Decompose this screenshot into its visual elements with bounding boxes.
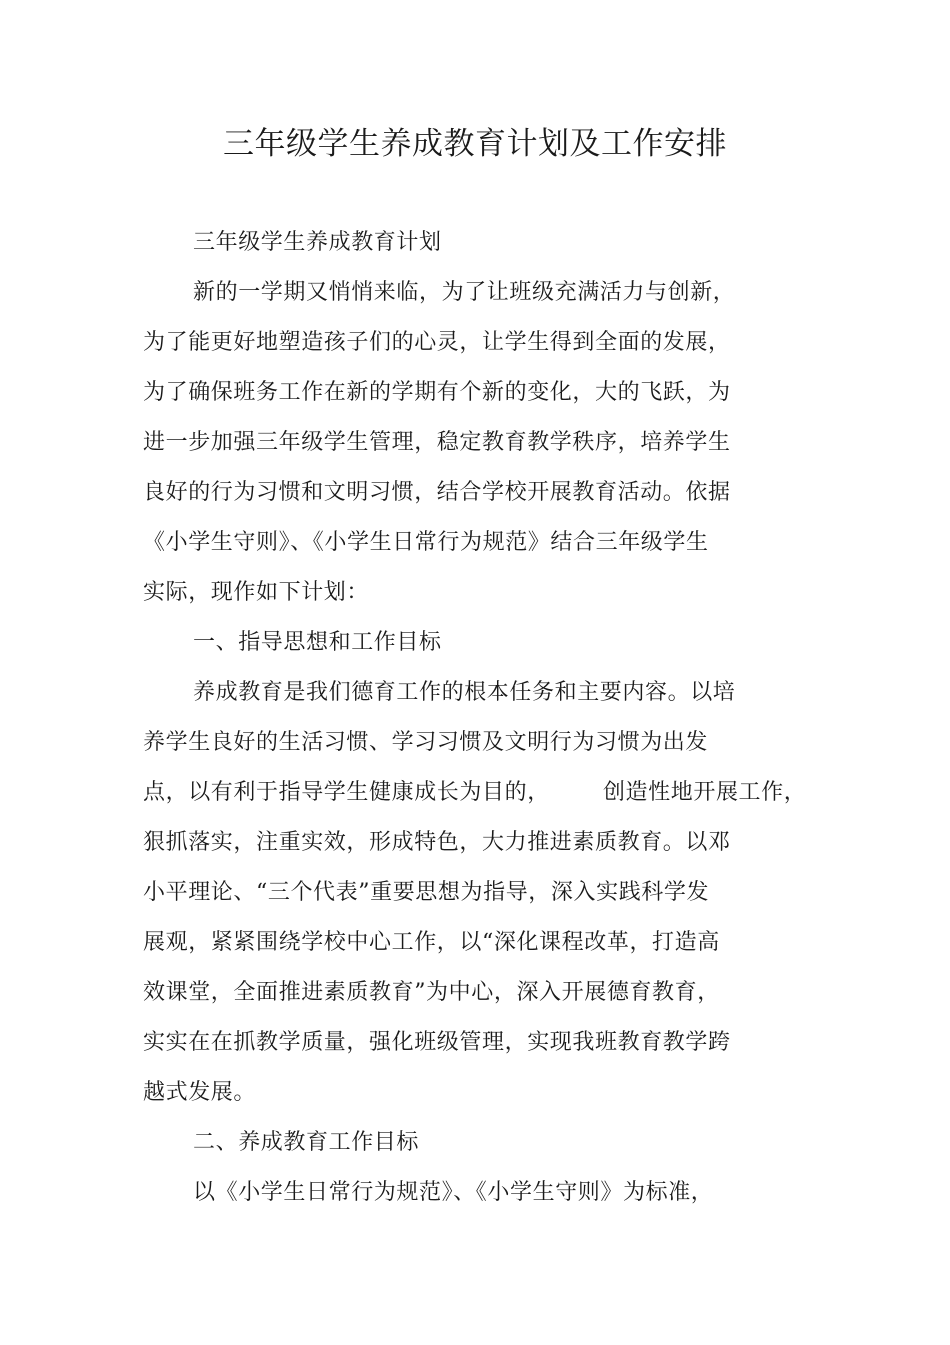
paragraph-line: 新的一学期又悄悄来临，为了让班级充满活力与创新， [193, 280, 736, 305]
paragraph-line: 以《小学生日常行为规范》、《小学生守则》为标准， [193, 1180, 714, 1205]
paragraph-line: 越式发展。 [143, 1080, 257, 1105]
document-title: 三年级学生养成教育计划及工作安排 [223, 126, 727, 162]
paragraph-line: 实实在在抓教学质量，强化班级管理，实现我班教育教学跨 [143, 1030, 731, 1055]
paragraph-line: 为了确保班务工作在新的学期有个新的变化，大的飞跃，为 [143, 380, 731, 405]
paragraph-line: 为了能更好地塑造孩子们的心灵，让学生得到全面的发展， [143, 330, 731, 355]
section-heading-goals: 二、养成教育工作目标 [193, 1130, 420, 1155]
paragraph-line: 养学生良好的生活习惯、学习习惯及文明行为习惯为出发 [143, 730, 709, 755]
paragraph-line: 效课堂，全面推进素质教育”为中心，深入开展德育教育， [143, 980, 720, 1005]
paragraph-line: 养成教育是我们德育工作的根本任务和主要内容。以培 [193, 680, 736, 705]
paragraph-line: 小平理论、“三个代表”重要思想为指导，深入实践科学发 [143, 880, 710, 905]
paragraph-line: 狠抓落实，注重实效，形成特色，大力推进素质教育。以邓 [143, 830, 731, 855]
paragraph-line: 展观，紧紧围绕学校中心工作，以“深化课程改革，打造高 [143, 930, 720, 955]
paragraph-line: 点，以有利于指导学生健康成长为目的， 创造性地开展工作， [143, 780, 807, 805]
paragraph-line: 进一步加强三年级学生管理，稳定教育教学秩序，培养学生 [143, 430, 731, 455]
paragraph-line: 《小学生守则》、《小学生日常行为规范》结合三年级学生 [143, 530, 709, 555]
section-heading-guiding-ideas: 一、指导思想和工作目标 [193, 630, 442, 655]
paragraph-line: 实际，现作如下计划： [143, 580, 370, 605]
paragraph-line: 良好的行为习惯和文明习惯，结合学校开展教育活动。依据 [143, 480, 731, 505]
section-heading-plan: 三年级学生养成教育计划 [193, 230, 442, 255]
